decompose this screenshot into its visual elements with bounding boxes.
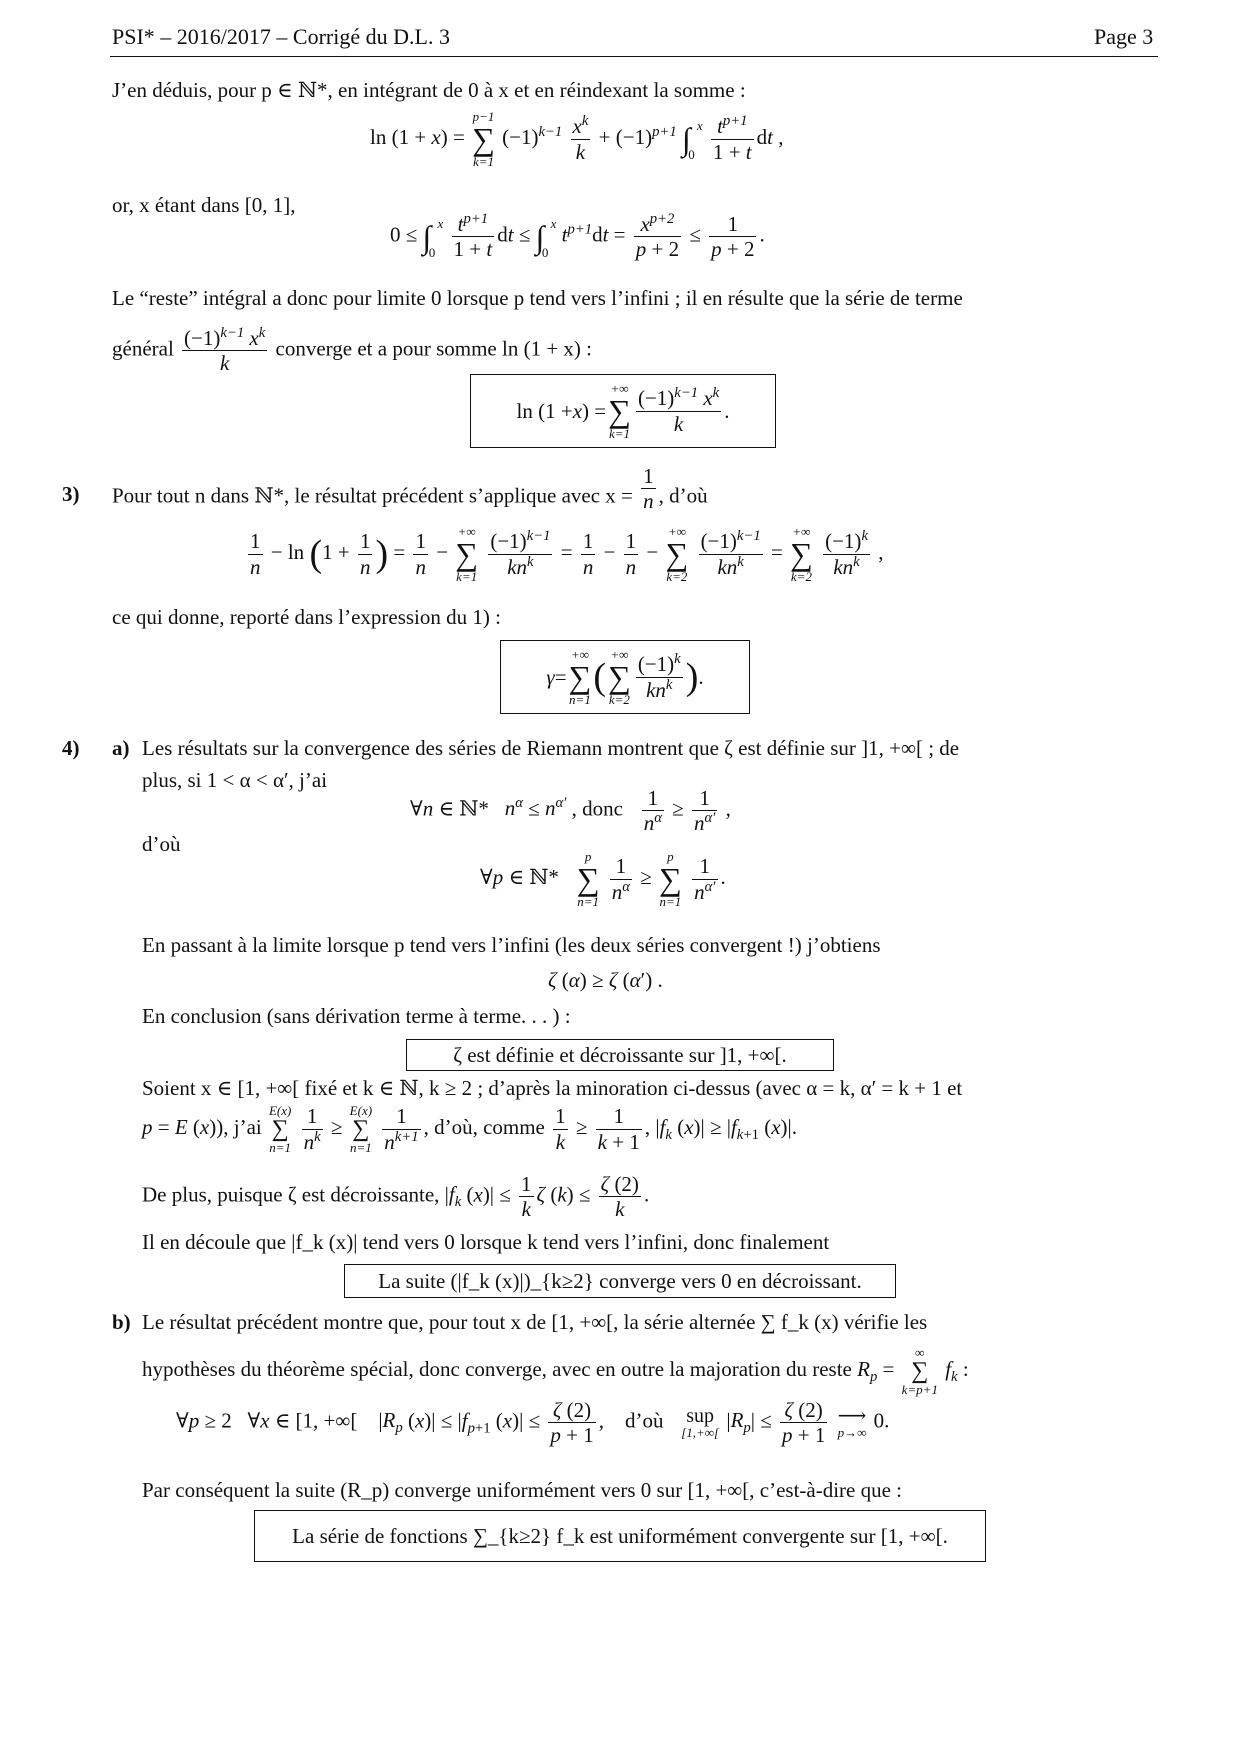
a-limit-line: En passant à la limite lorsque p tend vers l’infini (les deux séries convergent !) j’obtiens [142, 933, 881, 957]
a-depuis-text: De plus, puisque ζ est décroissante, [142, 1182, 440, 1207]
equation-zeta-ineq: ζ (α) ≥ ζ (α′) . [548, 968, 663, 992]
b-line-2: hypothèses du théorème spécial, donc converge, avec en outre la majoration du reste $R_p$ = ∞ ∑ k=p+1 $f_k$ : [142, 1345, 969, 1397]
a-conclusion-line: En conclusion (sans dérivation terme à terme. . . ) : [142, 1004, 571, 1028]
a-line-1: Les résultats sur la convergence des séries de Riemann montrent que ζ est définie sur ]1, +∞[ ; de [142, 736, 960, 760]
a-decoule-line: Il en découle que |f_k (x)| tend vers 0 lorsque k tend vers l’infini, donc finalement [142, 1230, 830, 1254]
equation-partial-sums: ∀p ∈ ℕ* p ∑ n=1 $\frac{1}{n^\alpha}$ ≥ p ∑ n=1 $\frac{1}{n^{\alpha'}}$ . [480, 849, 726, 909]
question-3-tail: , d’où [658, 483, 708, 508]
question-3-number: 3) [62, 482, 80, 506]
boxed-result-gamma: γ = +∞ ∑ n=1 ( +∞ ∑ k=2 $\frac{(-1)^k}{kn^k}$ ) . [500, 640, 750, 714]
b-line-2-text: hypothèses du théorème spécial, donc converge, avec en outre la majoration du reste [142, 1356, 852, 1381]
question-4a-label: a) [112, 736, 130, 760]
a-dou: d’où [142, 832, 181, 856]
boxed-result-sequence: La suite (|f_k (x)|)_{k≥2} converge vers 0 en décroissant. [344, 1264, 896, 1298]
equation-fk-bound: p = E (x)), j’ai E(x) ∑ n=1 $\frac{1}{n^k}$ ≥ E(x) ∑ n=1 $\frac{1}{n^{k+1}}$ , d’où, comme $\frac{1}{k}$ ≥ $\frac{1}{k + 1}$ , $|f_k$ $(x)| \ge |f_{k+1}$ (x)|. [142, 1103, 797, 1155]
equation-integral-bound: 0 ≤ ∫ x 0 $\frac{t^{p+1}}{1 + t}$ dt ≤ ∫ x 0 $t^{p+1}dt$ = $\frac{x^{p+2}}{p + 2}$ ≤ $\frac{1}{p + 2}$ . [390, 211, 765, 262]
header-left: PSI* – 2016/2017 – Corrigé du D.L. 3 [112, 24, 450, 49]
header-right: Page 3 [1094, 24, 1154, 49]
intro-line: J’en déduis, pour p ∈ ℕ*, en intégrant de 0 à x et en réindexant la somme : [112, 78, 746, 102]
reste-line-1: Le “reste” intégral a donc pour limite 0 lorsque p tend vers l’infini ; il en résulte que la série de terme [112, 286, 963, 310]
header-rule [110, 56, 1158, 57]
a-soient-line: Soient x ∈ [1, +∞[ fixé et k ∈ ℕ, k ≥ 2 ; d’après la minoration ci-dessus (avec α = k, α′ = k + 1 et [142, 1076, 963, 1100]
equation-ln-partial: ln (1 + x) = p−1 ∑ k=1 $(-1)^{k-1}$ $\frac{x^k}{k}$ + $(-1)^{p+1}$ ∫ x 0 $\frac{t^{p+1}}{1 + t}$ dt , [370, 109, 784, 169]
b-consequent-line: Par conséquent la suite (R_p) converge uniformément vers 0 sur [1, +∞[, c’est-à-dire que : [142, 1478, 903, 1502]
q3-report-line: ce qui donne, reporté dans l’expression du 1) : [112, 605, 501, 629]
equation-n-alpha: ∀n ∈ ℕ* $n^\alpha \le n^{\alpha'}$ , donc $\frac{1}{n^\alpha}$ ≥ $\frac{1}{n^{\alpha'}}$ , [410, 786, 731, 836]
reste-general-word: général [112, 336, 174, 361]
boxed-result-ln-series: ln (1 + x ) = +∞ ∑ k=1 $\frac{(-1)^{k-1} x^k}{k}$ . [470, 374, 776, 448]
equation-fk-zeta: De plus, puisque ζ est décroissante, $|f_k$ (x)| ≤ $\frac{1}{k}$ ζ (k) ≤ $\frac{\zeta (2)}{k}$ . [142, 1172, 650, 1222]
question-3-text: Pour tout n dans ℕ*, le résultat précédent s’applique avec x = [112, 483, 633, 508]
equation-q3-expansion: $\frac{1}{n}$ − ln (1 + $\frac{1}{n}$ ) = $\frac{1}{n}$ − +∞ ∑ k=1 $\frac{(-1)^{k-1}}{kn^k}$ = $\frac{1}{n}$ − $\frac{1}{n}$ − +∞ ∑ k=2 $\frac{(-1)^{k-1}}{kn^k}$ = +∞ ∑ k=2 $\frac{(-1)^k}{kn^k}$ , [250, 524, 884, 584]
reste-line-2: général $\frac{(-1)^{k-1} x^k}{k}$ converge et a pour somme ln (1 + x) : [112, 325, 592, 376]
boxed-result-zeta: ζ est définie et décroissante sur ]1, +∞[. [406, 1039, 834, 1071]
boxed-result-uniform: La série de fonctions ∑_{k≥2} f_k est uniformément convergente sur [1, +∞[. [254, 1510, 986, 1562]
reste-converge-text: converge et a pour somme ln (1 + x) : [275, 336, 592, 361]
question-4b-label: b) [112, 1310, 131, 1334]
or-x-line: or, x étant dans [0, 1], [112, 193, 296, 217]
b-line-1: Le résultat précédent montre que, pour tout x de [1, +∞[, la série alternée ∑ f_k (x) vérifie les [142, 1310, 928, 1334]
equation-remainder-bound: ∀p ≥ 2 ∀x ∈ [1, +∞[ $|R_p$ $(x)| \le |f_{p+1}$ (x)| ≤ $\frac{\zeta (2)}{p + 1}$ , d’où sup [1,+∞[ $|R_p|$ ≤ $\frac{\zeta (2)}{p + 1}$ ⟶ p→∞ 0. [176, 1398, 890, 1448]
question-4-number: 4) [62, 736, 80, 760]
question-3-statement: Pour tout n dans ℕ*, le résultat précédent s’applique avec x = $\frac{1}{n}$ , d’où [112, 464, 708, 514]
a-line-2: plus, si 1 < α < α′, j’ai [142, 768, 328, 792]
